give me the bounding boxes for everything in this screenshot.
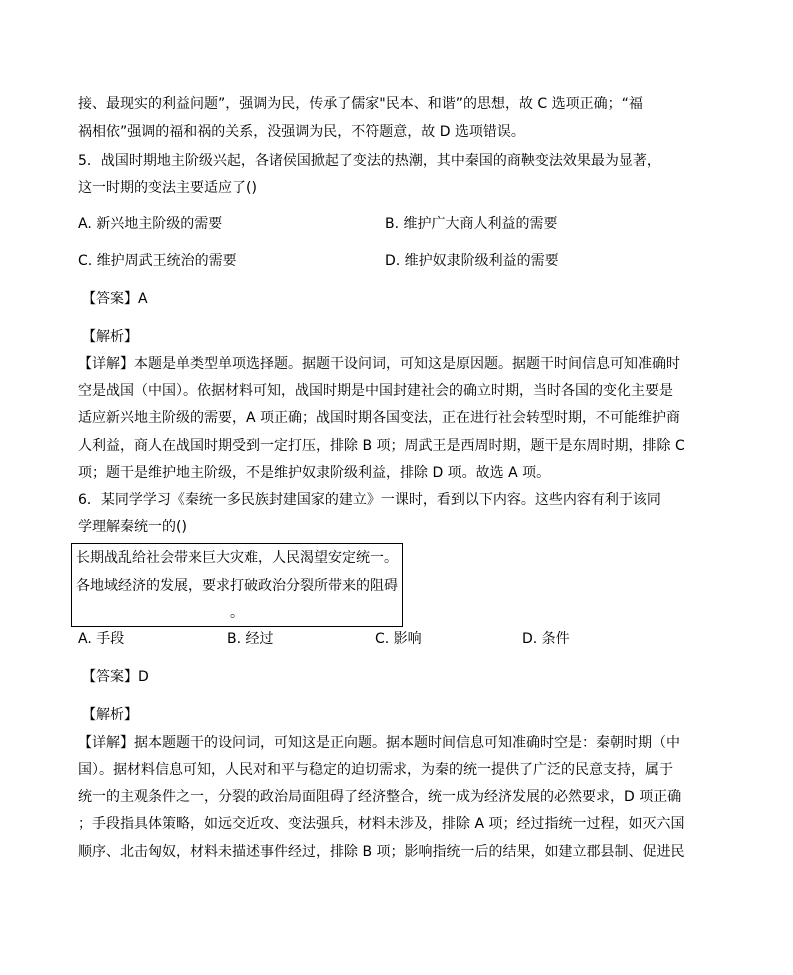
q5-analysis-line-4: 人利益，商人在战国时期受到一定打压，排除 B 项；周武王是西周时期，题干是东周时期，排除 C <box>78 438 685 454</box>
q5-analysis-line-1: 【详解】本题是单类型单项选择题。据题干设问词，可知这是原因题。据题干时间信息可知准确时 <box>78 356 680 372</box>
q5-option-b: B. 维护广大商人利益的需要 <box>385 216 558 232</box>
q6-option-d: D. 条件 <box>522 631 570 647</box>
q6-material-line-2: 各地域经济的发展，要求打破政治分裂所带来的阻碍 <box>76 578 398 594</box>
q6-analysis-line-2: 国）。据材料信息可知，人民对和平与稳定的迫切需求，为秦的统一提供了广泛的民意支持，属于 <box>78 762 673 778</box>
q5-analysis-line-2: 空是战国（中国）。依据材料可知，战国时期是中国封建社会的确立时期，当时各国的变化主要是 <box>78 383 673 399</box>
q5-option-a: A. 新兴地主阶级的需要 <box>78 216 223 232</box>
q5-analysis-title: 【解析】 <box>82 329 138 345</box>
q6-material-line-3: 。 <box>230 605 244 621</box>
q6-stem-line-2: 学理解秦统一的() <box>78 519 187 535</box>
q6-option-b: B. 经过 <box>227 631 274 647</box>
q5-analysis-line-5: 项；题干是维护地主阶级，不是维护奴隶阶级利益，排除 D 项。故选 A 项。 <box>78 465 551 481</box>
intro-line-1: 接、最现实的利益问题”，强调为民，传承了儒家"民本、和谐”的思想，故 C 选项正确；“福 <box>78 96 643 112</box>
q5-stem-line-2: 这一时期的变法主要适应了() <box>78 180 257 196</box>
q6-material-box <box>71 543 403 627</box>
q6-analysis-line-3: 统一的主观条件之一，分裂的政治局面阻碍了经济整合，统一成为经济发展的必然要求，D 项正确 <box>78 789 682 805</box>
q6-analysis-title: 【解析】 <box>82 707 138 723</box>
q5-option-d: D. 维护奴隶阶级利益的需要 <box>385 253 559 269</box>
q6-analysis-line-4: ；手段指具体策略，如远交近攻、变法强兵，材料未涉及，排除 A 项；经过指统一过程，如灭六国 <box>78 816 685 832</box>
q5-analysis-line-3: 适应新兴地主阶级的需要，A 项正确；战国时期各国变法，正在进行社会转型时期，不可能维护商 <box>78 410 681 426</box>
q6-analysis-line-5: 顺序、北击匈奴，材料未描述事件经过，排除 B 项；影响指统一后的结果，如建立郡县制、促进民 <box>78 844 685 860</box>
q6-answer: 【答案】D <box>82 669 149 685</box>
q6-material-line-1: 长期战乱给社会带来巨大灾难，人民渴望安定统一。 <box>76 550 398 566</box>
q5-option-c: C. 维护周武王统治的需要 <box>78 253 237 269</box>
q6-option-c: C. 影响 <box>375 631 422 647</box>
intro-line-2: 祸相依”强调的福和祸的关系，没强调为民，不符题意，故 D 选项错误。 <box>78 124 525 140</box>
q5-answer: 【答案】A <box>82 291 148 307</box>
q5-stem-line-1: 5．战国时期地主阶级兴起，各诸侯国掀起了变法的热潮，其中秦国的商鞅变法效果最为显著， <box>78 153 661 169</box>
q6-stem-line-1: 6．某同学学习《秦统一多民族封建国家的建立》一课时，看到以下内容。这些内容有利于该同 <box>78 492 661 508</box>
q6-option-a: A. 手段 <box>78 631 125 647</box>
q6-analysis-line-1: 【详解】据本题题干的设问词，可知这是正向题。据本题时间信息可知准确时空是：秦朝时期（中 <box>78 735 680 751</box>
